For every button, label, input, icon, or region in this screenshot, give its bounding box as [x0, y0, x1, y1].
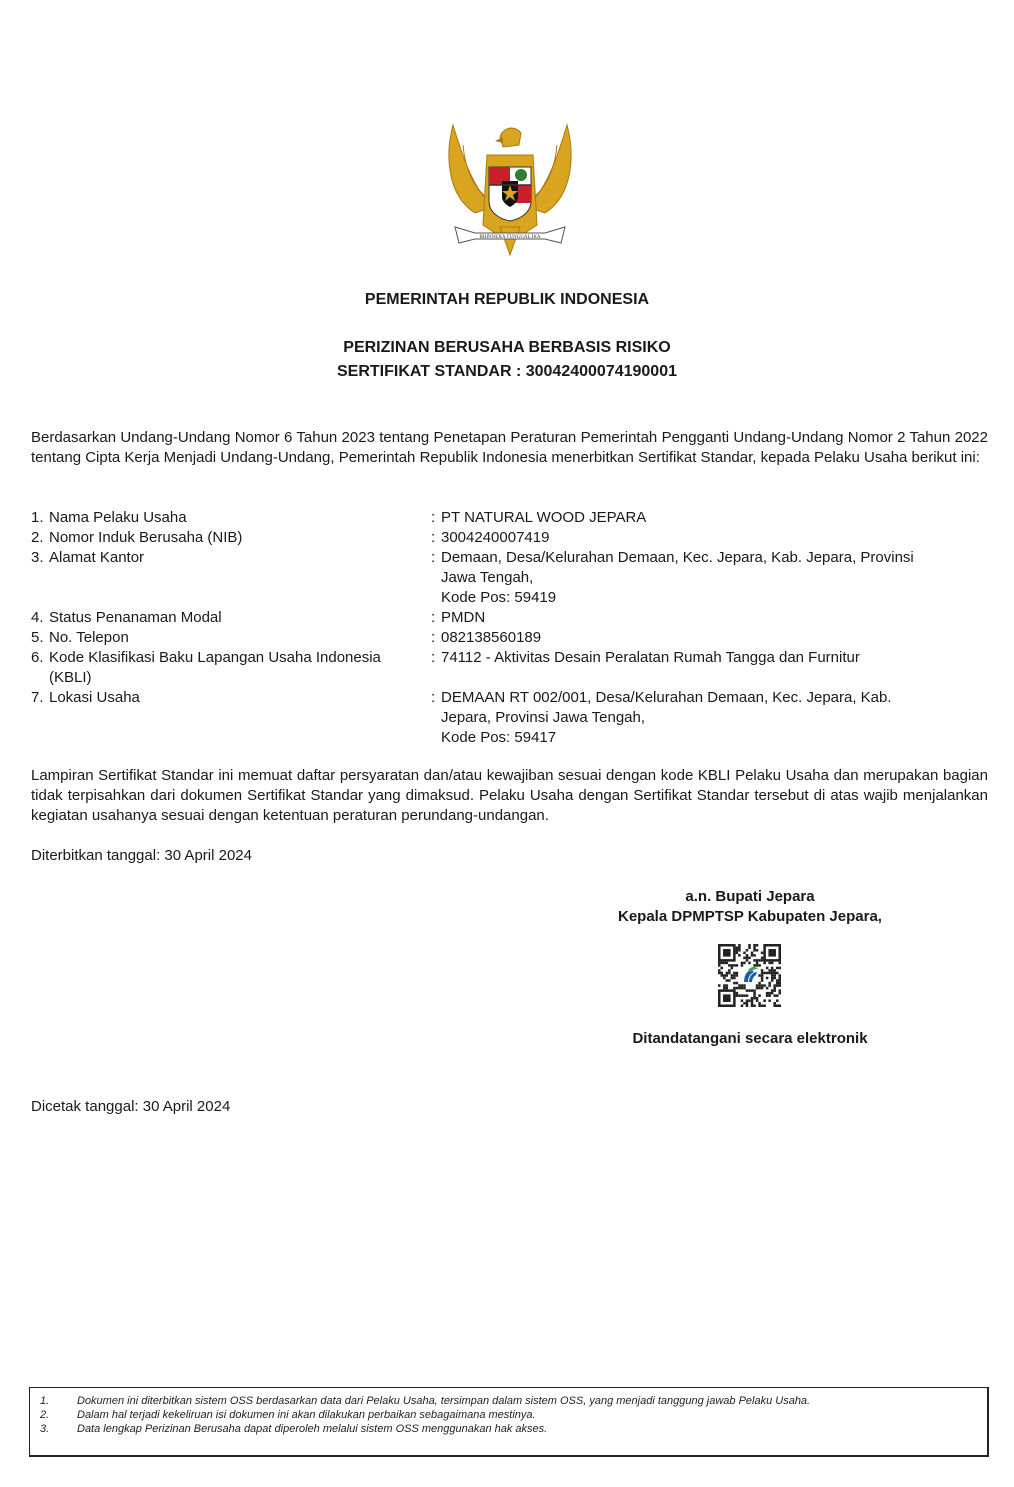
field-number: 1. [31, 509, 44, 526]
field-label [31, 528, 431, 548]
note-text: Dalam hal terjadi kekeliruan isi dokumen ini akan dilakukan perbaikan sebagaimana mestinya. [77, 1409, 536, 1421]
signature-on-behalf: a.n. Bupati Jepara [685, 888, 815, 905]
field-value-line: Kode Pos: 59417 [441, 729, 557, 746]
field-row [31, 648, 991, 688]
note-item [30, 1394, 987, 1408]
closing-paragraph: Lampiran Sertifikat Standar ini memuat daftar persyaratan dan/atau kewajiban sesuai dengan kode KBLI Pelaku Usaha dan merupakan bagian tidak terpisahkan dari dokumen Sertifikat Standar yang dimaksud. Pelaku Usaha dengan Sertifikat Standar tersebut di atas wajib menjalankan kegiatan usahanya sesuai dengan ketentuan peraturan perundang-undangan. [31, 767, 988, 824]
field-row [31, 508, 991, 528]
field-value-line: PT NATURAL WOOD JEPARA [441, 509, 647, 526]
field-label [31, 648, 431, 688]
field-value [441, 688, 971, 748]
qr-finder-pattern [723, 949, 731, 957]
field-value-line: Demaan, Desa/Kelurahan Demaan, Kec. Jepara, Kab. Jepara, Provinsi [441, 549, 914, 566]
field-number: 3. [31, 549, 44, 566]
field-label [31, 628, 431, 648]
field-value-line: 3004240007419 [441, 529, 550, 546]
field-value [441, 628, 971, 648]
field-label-text: Lokasi Usaha [49, 689, 140, 706]
signed-electronically-note: Ditandatangani secara elektronik [632, 1030, 868, 1047]
business-fields [31, 508, 991, 748]
note-number: 3. [40, 1423, 50, 1435]
field-value-line: PMDN [441, 609, 486, 626]
field-label [31, 508, 431, 528]
field-value-line: DEMAAN RT 002/001, Desa/Kelurahan Demaan, Kec. Jepara, Kab. [441, 689, 892, 706]
garuda-emblem-icon [445, 115, 575, 265]
field-value-line: Kode Pos: 59419 [441, 589, 557, 606]
field-value-line: Jepara, Provinsi Jawa Tengah, [441, 709, 646, 726]
field-colon: : [431, 649, 436, 666]
government-heading: PEMERINTAH REPUBLIK INDONESIA [364, 291, 650, 308]
field-row [31, 608, 991, 628]
field-row [31, 628, 991, 648]
field-row [31, 548, 991, 608]
field-value [441, 508, 971, 528]
field-number: 2. [31, 529, 44, 546]
field-label-text: Alamat Kantor [49, 549, 145, 566]
field-label [31, 688, 431, 748]
field-label [31, 608, 431, 628]
field-value-line: 082138560189 [441, 629, 542, 646]
field-colon: : [431, 689, 436, 706]
note-text: Data lengkap Perizinan Berusaha dapat diperoleh melalui sistem OSS menggunakan hak akses. [77, 1423, 548, 1435]
field-value-line: Jawa Tengah, [441, 569, 534, 586]
note-text: Dokumen ini diterbitkan sistem OSS berdasarkan data dari Pelaku Usaha, tersimpan dalam sistem OSS, yang menjadi tanggung jawab Pelaku Usaha. [77, 1395, 811, 1407]
printed-date: Dicetak tanggal: 30 April 2024 [31, 1098, 231, 1115]
field-label [31, 548, 431, 608]
note-item [30, 1408, 987, 1422]
field-value [441, 648, 971, 688]
intro-paragraph: Berdasarkan Undang-Undang Nomor 6 Tahun 2023 tentang Penetapan Peraturan Pemerintah Pengganti Undang-Undang Nomor 2 Tahun 2022 tentang Cipta Kerja Menjadi Undang-Undang, Pemerintah Republik Indonesia menerbitkan Sertifikat Standar, kepada Pelaku Usaha berikut ini: [31, 429, 988, 466]
field-label-text: No. Telepon [49, 629, 129, 646]
field-label-text: Nama Pelaku Usaha [49, 509, 187, 526]
permit-title: PERIZINAN BERUSAHA BERBASIS RISIKO [343, 339, 671, 356]
field-colon: : [431, 609, 436, 626]
field-row [31, 528, 991, 548]
note-item [30, 1422, 987, 1436]
notes-box [29, 1387, 989, 1457]
field-number: 5. [31, 629, 44, 646]
field-colon: : [431, 509, 436, 526]
field-number: 6. [31, 649, 44, 666]
field-value [441, 608, 971, 628]
field-colon: : [431, 549, 436, 566]
certificate-number: SERTIFIKAT STANDAR : 30042400074190001 [337, 363, 677, 380]
qr-code-icon [718, 944, 781, 1007]
emblem-motto: BHINNEKA TUNGGAL IKA [479, 235, 541, 240]
note-number: 1. [40, 1395, 50, 1407]
field-row [31, 688, 991, 748]
qr-finder-pattern [723, 994, 731, 1002]
field-number: 7. [31, 689, 44, 706]
note-number: 2. [40, 1409, 50, 1421]
signature-official: Kepala DPMPTSP Kabupaten Jepara, [618, 908, 882, 925]
field-colon: : [431, 529, 436, 546]
field-value [441, 528, 971, 548]
field-value-line: 74112 - Aktivitas Desain Peralatan Rumah Tangga dan Furnitur [441, 649, 860, 666]
field-label-text: Nomor Induk Berusaha (NIB) [49, 529, 243, 546]
issued-date: Diterbitkan tanggal: 30 April 2024 [31, 847, 252, 864]
field-colon: : [431, 629, 436, 646]
field-value [441, 548, 971, 608]
field-label-text: Kode Klasifikasi Baku Lapangan Usaha Indonesia (KBLI) [49, 649, 381, 686]
qr-finder-pattern [768, 949, 776, 957]
field-label-text: Status Penanaman Modal [49, 609, 222, 626]
field-number: 4. [31, 609, 44, 626]
